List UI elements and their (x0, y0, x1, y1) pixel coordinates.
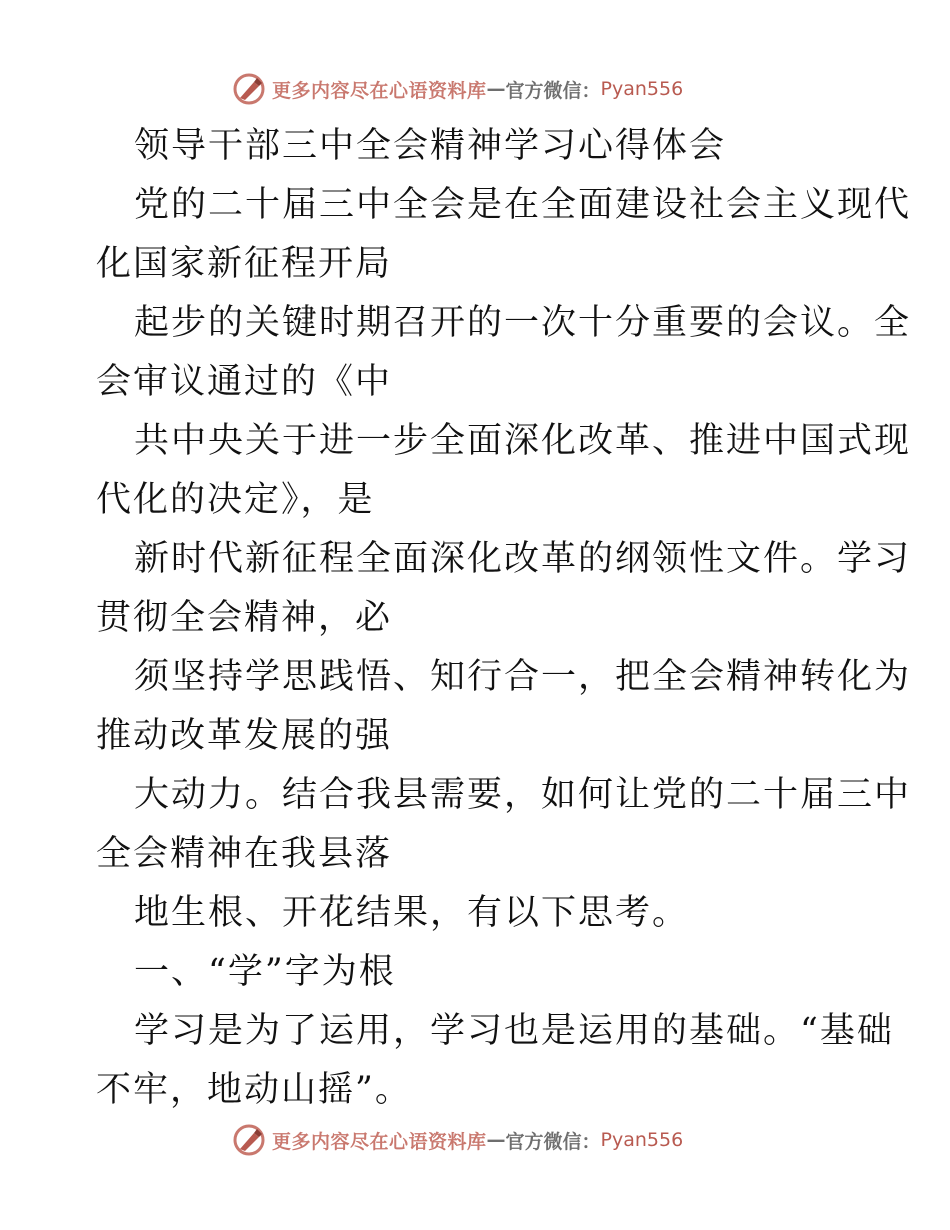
wechat-id: Pyan556 (600, 78, 684, 100)
text-line: 共中央关于进一步全面深化改革、推进中国式现 (134, 421, 912, 461)
text-line: 学习是为了运用，学习也是运用的基础。“基础 (134, 1011, 894, 1051)
brand-text: 更多内容尽在心语资料库 (272, 1130, 487, 1153)
text-line: 须坚持学思践悟、知行合一，把全会精神转化为 (134, 657, 912, 697)
text-line: 地生根、开花结果，有以下思考。 (134, 893, 690, 933)
pen-nib-circle-icon (232, 72, 268, 106)
pen-nib-circle-icon (232, 1123, 268, 1157)
text-line: 不牢，地动山摇”。 (96, 1070, 412, 1110)
text-line: 贯彻全会精神，必 (96, 598, 393, 638)
document-title: 领导干部三中全会精神学习心得体会 (134, 126, 727, 166)
brand-text: 更多内容尽在心语资料库 (272, 79, 487, 102)
banner-separator: — (486, 1129, 506, 1151)
banner-separator: — (486, 78, 506, 100)
text-line: 代化的决定》，是 (96, 480, 375, 520)
wechat-label: 官方微信： (505, 1130, 601, 1153)
wechat-label: 官方微信： (505, 79, 601, 102)
text-line: 党的二十届三中全会是在全面建设社会主义现代 (134, 185, 912, 225)
text-line: 推动改革发展的强 (96, 716, 393, 756)
text-line: 新时代新征程全面深化改革的纲领性文件。学习 (134, 539, 912, 579)
section-heading: 一、“学”字为根 (134, 952, 396, 992)
document-body (96, 117, 912, 1120)
text-line: 起步的关键时期召开的一次十分重要的会议。全 (134, 303, 912, 343)
header-banner (232, 72, 712, 106)
text-line: 大动力。结合我县需要，如何让党的二十届三中 (134, 775, 912, 815)
wechat-id: Pyan556 (600, 1129, 684, 1151)
text-line: 会审议通过的《中 (96, 362, 393, 402)
footer-banner (232, 1123, 712, 1157)
text-line: 全会精神在我县落 (96, 834, 393, 874)
text-line: 化国家新征程开局 (96, 244, 393, 284)
